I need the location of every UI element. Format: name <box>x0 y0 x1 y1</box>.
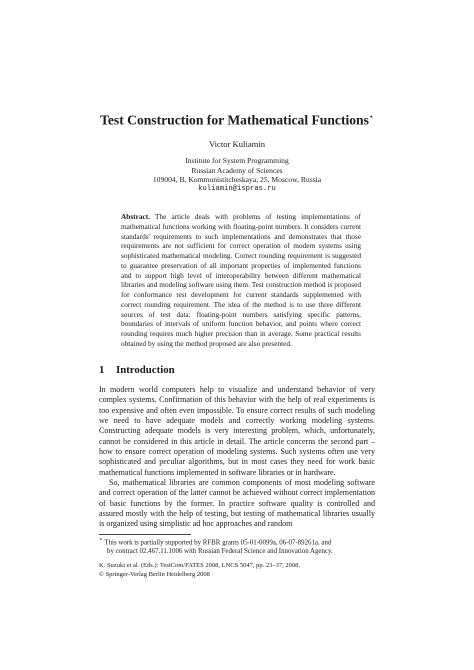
footnote-line-1: This work is partially supported by RFBR grants 05-01-0099a, 06-07-89261a, and <box>104 539 332 547</box>
affiliation-block <box>0 156 474 194</box>
footnote-line-2: by contract 02.467.11.1006 with Russian Federal Science and Innovation Agency. <box>107 548 333 556</box>
abstract-label: Abstract. <box>121 212 150 221</box>
abstract <box>121 212 361 349</box>
body-paragraph-2: So, mathematical libraries are common components of most modeling software and correct operation of the latter cannot be achieved without correct implementation of basic functions by the former. In practice software quality is controlled and assured mostly with the help of testing, but testing of mathematical libraries usually is organized using simplistic ad hoc approaches and random <box>99 478 375 529</box>
publication-line-2: © Springer-Verlag Berlin Heidelberg 2008 <box>99 570 210 578</box>
paper-title-text: Test Construction for Mathematical Functions <box>100 112 369 128</box>
affiliation-line-1: Institute for System Programming <box>185 156 289 165</box>
paper-title <box>0 109 474 129</box>
affiliation-line-3: 109004, B. Kommunistitcheskaya, 25, Moscow, Russia <box>152 175 322 185</box>
section-heading <box>99 364 175 377</box>
author-name: Victor Kuliamin <box>208 139 266 149</box>
body-paragraph-1: In modern world computers help to visualize and understand behavior of very complex systems. Confirmation of this behavior with the help of real experiments is too expensive and often even impossible. To ensure correct results of such modeling we need to have adequate models and correctly working modeling systems. Constructing adequate models is very interesting problem, which, unfortunately, cannot be considered in this article in detail. The article concerns the second part – how to ensure correct operation of modeling systems. Such systems often use very sophisticated and peculiar algorithms, but in most cases they need for work basic mathematical functions implemented in software libraries or in hardware. <box>99 385 375 477</box>
publication-line-1: K. Suzuki et al. (Eds.): TestCom/FATES 2008, LNCS 5047, pp. 23–37, 2008. <box>99 562 300 569</box>
body-text <box>99 385 375 530</box>
abstract-text: The article deals with problems of testing implementations of mathematical functions working with floating-point numbers. It considers current standards' requirements to such implementations and demonstrates that those requirements are not sufficient for correct operation of modern systems using sophisticated mathematical modeling. Correct rounding requirement is suggested to guarantee preservation of all important properties of implemented functions and to support high level of interoperability between different mathematical libraries and modeling software using them. Test construction method is proposed for conformance test development for current standards supplemented with correct rounding requirement. The idea of the method is to use three different sources of test data: floating-point numbers satisfying specific patterns, boundaries of intervals of uniform function behavior, and points where correct rounding requires much higher precision than in average. Some practical results obtained by using the method proposed are also presented. <box>121 212 361 348</box>
footnote <box>99 536 375 556</box>
footnote-rule <box>99 534 191 535</box>
footnote-mark: ⋆ <box>99 537 103 543</box>
affiliation-line-2: Russian Academy of Sciences <box>191 165 283 175</box>
title-footnote-mark: ⋆ <box>368 112 374 121</box>
author-email: kuliamin@ispras.ru <box>198 184 276 193</box>
section-title: Introduction <box>116 364 175 376</box>
section-number: 1 <box>99 364 105 376</box>
publication-info <box>99 562 375 579</box>
